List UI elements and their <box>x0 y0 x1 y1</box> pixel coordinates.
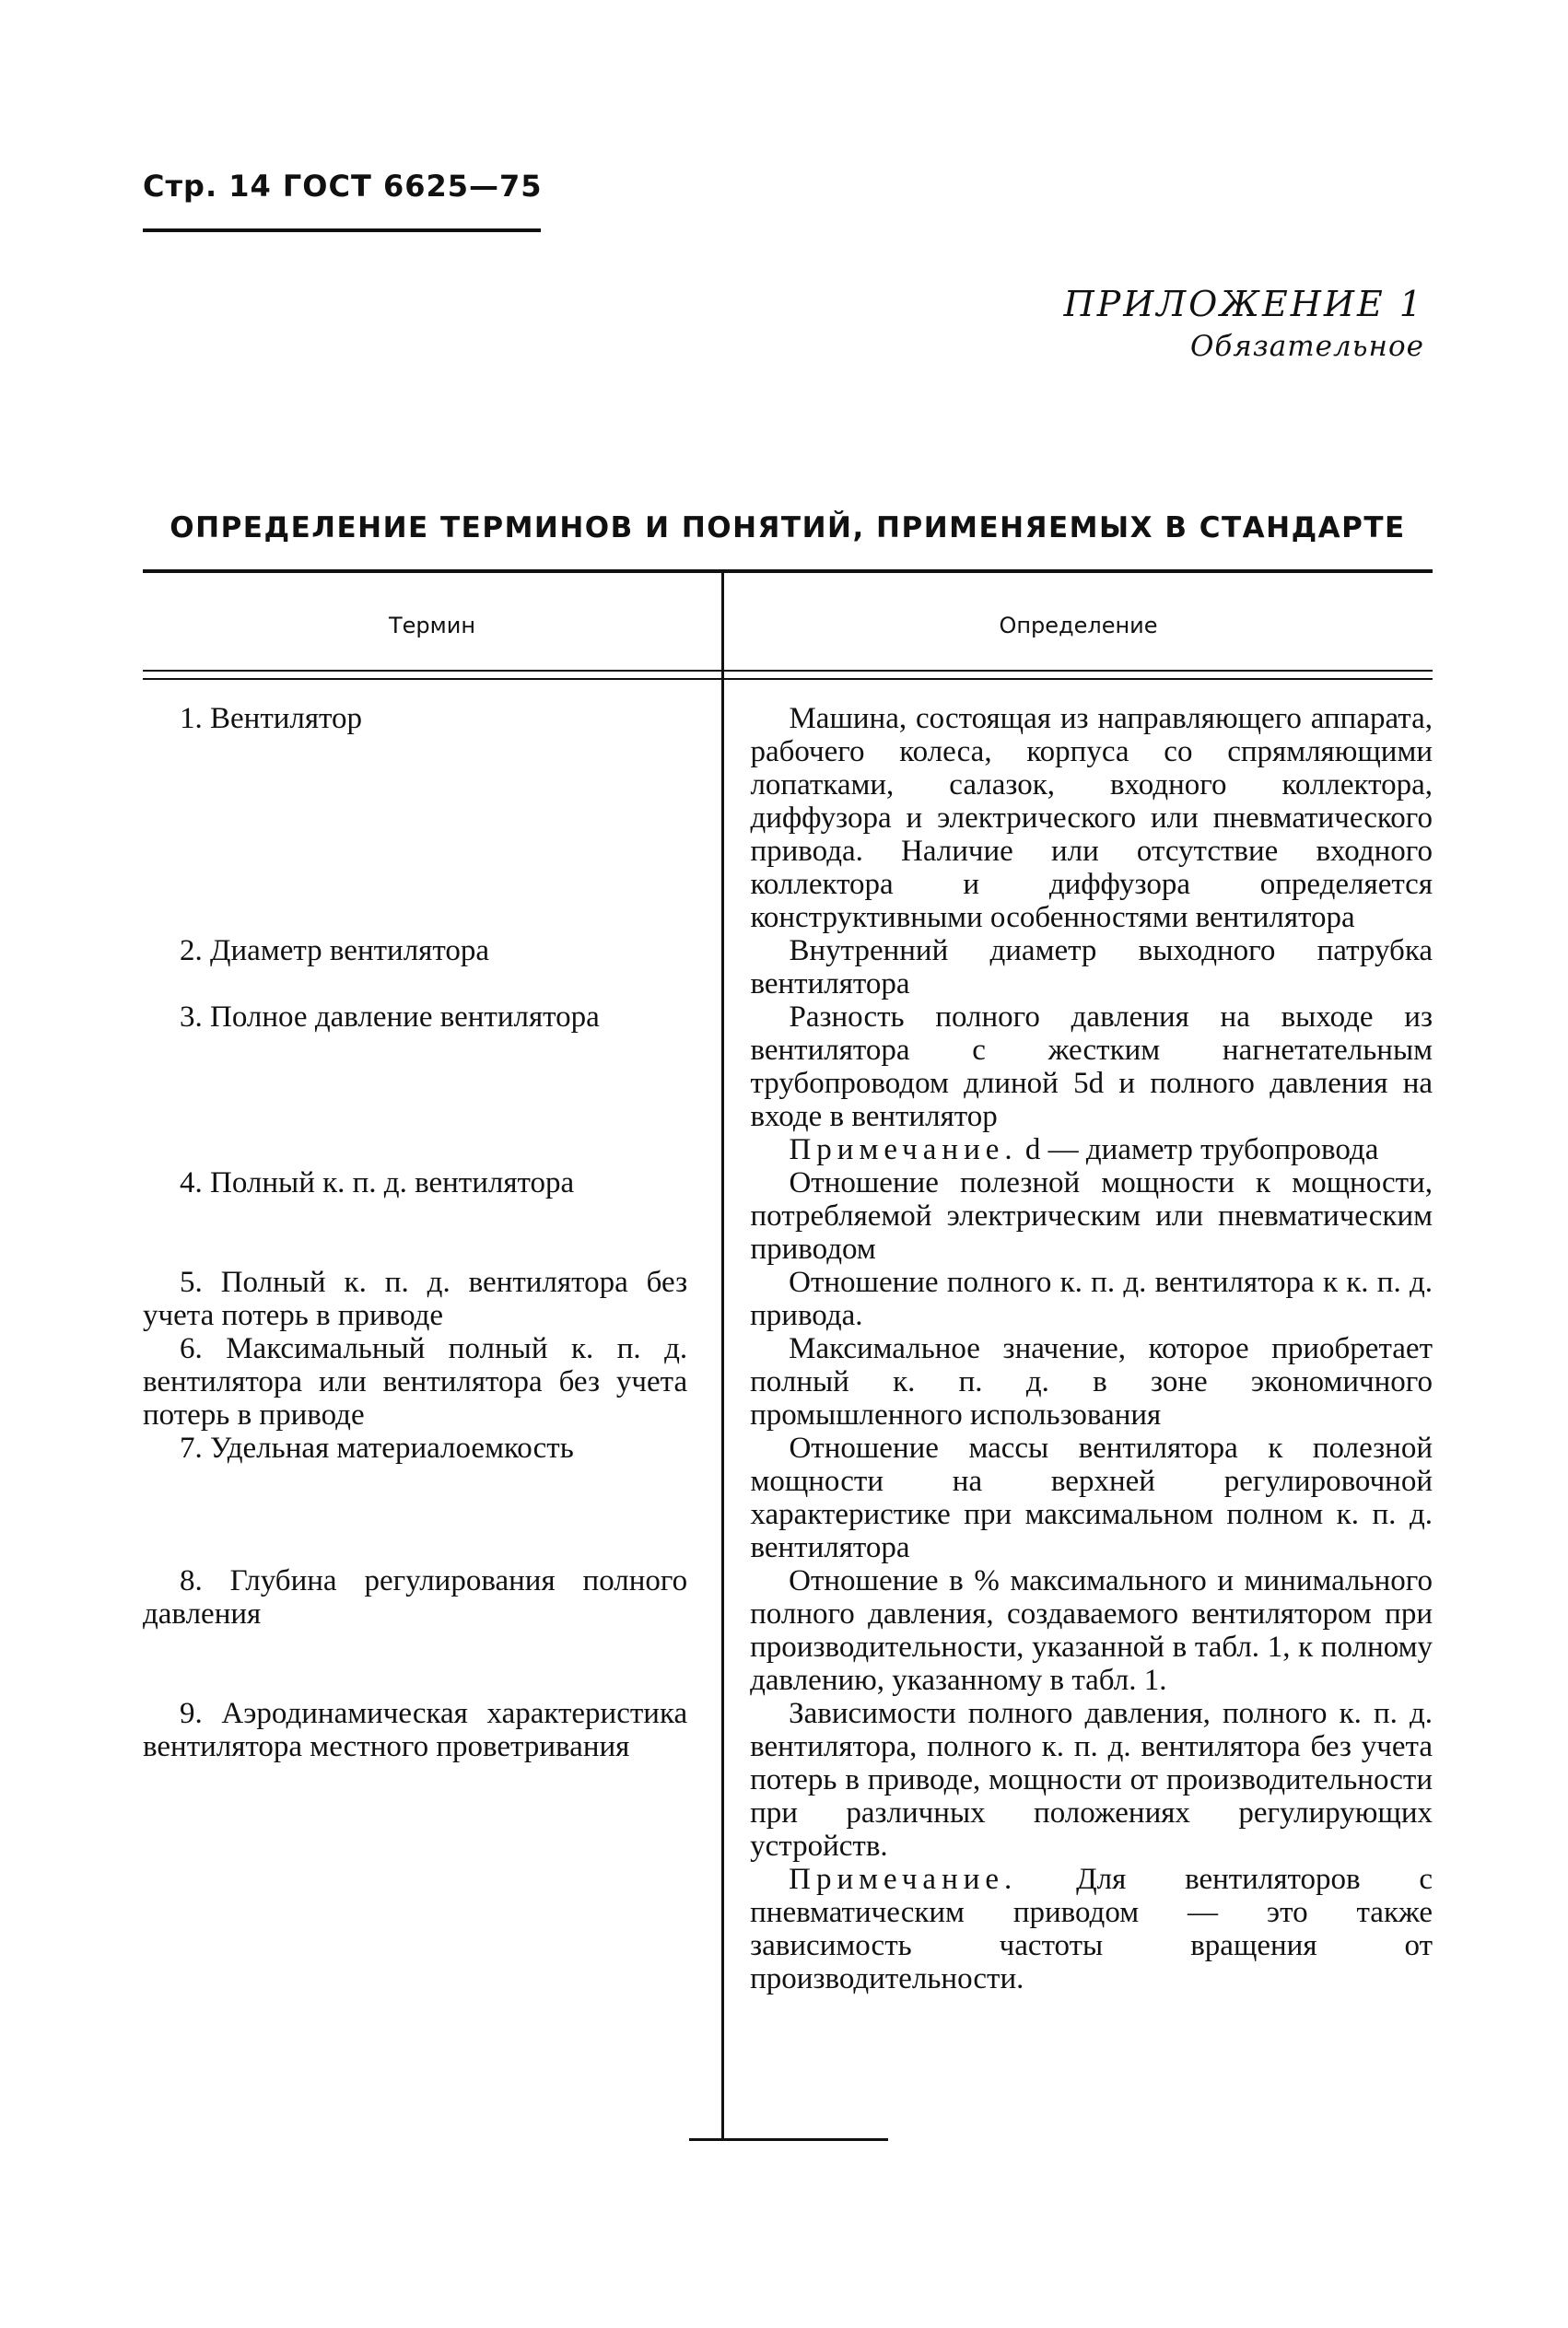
table-row <box>143 1564 1433 1697</box>
document-title: ОПРЕДЕЛЕНИЕ ТЕРМИНОВ И ПОНЯТИЙ, ПРИМЕНЯЕМЫХ В СТАНДАРТЕ <box>170 511 1406 544</box>
page-header: Стр. 14 ГОСТ 6625—75 <box>143 169 543 204</box>
table-top-rule <box>143 569 1433 573</box>
header-rule <box>143 228 541 232</box>
table-row <box>143 1000 1433 1166</box>
definition-5: Отношение полного к. п. д. вентилятора к к. п. д. привода. <box>750 1266 1433 1332</box>
definition-1: Машина, состоящая из направляющего аппарата, рабочего колеса, корпуса со спрямляющими лопатками, салазок, входного коллектора, диффузора и электрического или пневматического привода. Наличие или отсутствие входного коллектора и диффузора определяется конструктивными особенностями вентилятора <box>750 702 1433 934</box>
note-3: Примечание. d — диаметр трубопровода <box>789 1133 1379 1166</box>
term-6: 6. Максимальный полный к. п. д. вентилятора или вентилятора без учета потерь в приводе <box>143 1332 688 1432</box>
table-row <box>143 702 1433 934</box>
term-7: 7. Удельная материалоемкость <box>180 1432 574 1465</box>
definition-8: Отношение в % максимального и минимального полного давления, создаваемого вентилятором при производительности, указанной в табл. 1, к полному давлению, указанному в табл. 1. <box>750 1564 1433 1697</box>
table-row <box>143 1166 1433 1266</box>
term-3: 3. Полное давление вентилятора <box>180 1000 600 1034</box>
definition-4: Отношение полезной мощности к мощности, потребляемой электрическим или пневматическим приводом <box>750 1166 1433 1266</box>
column-header-definition: Определение <box>999 613 1158 638</box>
column-header-term: Термин <box>388 613 476 638</box>
definition-6: Максимальное значение, которое приобретает полный к. п. д. в зоне экономичного промышленного использования <box>750 1332 1433 1432</box>
terms-table-body <box>143 702 1433 1995</box>
appendix-subtitle: Обязательное <box>1189 330 1424 363</box>
header-bottom-rule-1 <box>143 670 1433 672</box>
appendix-title: ПРИЛОЖЕНИЕ 1 <box>1063 284 1424 324</box>
table-row <box>143 1332 1433 1432</box>
term-4: 4. Полный к. п. д. вентилятора <box>180 1166 575 1199</box>
term-5: 5. Полный к. п. д. вентилятора без учета потерь в приводе <box>143 1266 688 1332</box>
definition-7: Отношение массы вентилятора к полезной мощности на верхней регулировочной характеристике при максимальном полном к. п. д. вентилятора <box>750 1432 1433 1564</box>
table-row <box>143 1432 1433 1564</box>
table-row <box>143 1697 1433 1995</box>
table-row <box>143 1266 1433 1332</box>
definition-2: Внутренний диаметр выходного патрубка вентилятора <box>750 934 1433 1000</box>
footer-rule <box>689 2138 888 2141</box>
appendix-block <box>1064 284 1424 363</box>
term-2: 2. Диаметр вентилятора <box>180 934 489 967</box>
term-9: 9. Аэродинамическая характеристика вентилятора местного проветривания <box>143 1697 688 1763</box>
definition-3: Разность полного давления на выходе из вентилятора с жестким нагнетательным трубопроводом длиной 5d и полного давления на входе в вентилятор Примечание. d — диаметр трубопровода <box>750 1000 1433 1166</box>
table-row <box>143 934 1433 1000</box>
definition-9: Зависимости полного давления, полного к. п. д. вентилятора, полного к. п. д. вентилятора без учета потерь в приводе, мощности от производительности при различных положениях регулирующих устройств. Примечание. Для вентиляторов с пневматическим приводом — это также зависимость частоты вращения от производительности. <box>750 1697 1433 1995</box>
term-8: 8. Глубина регулирования полного давления <box>143 1564 688 1631</box>
header-bottom-rule-2 <box>143 678 1433 680</box>
note-9: Примечание. Для вентиляторов с пневматическим приводом — это также зависимость частоты вращения от производительности. <box>750 1863 1433 1995</box>
term-1: 1. Вентилятор <box>180 702 363 735</box>
